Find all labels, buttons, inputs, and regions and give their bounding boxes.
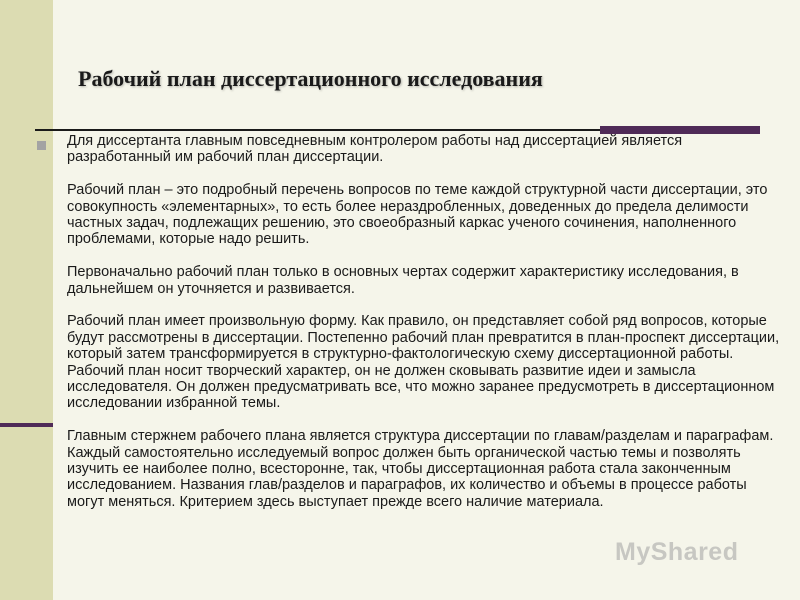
bullet-square-icon (37, 141, 46, 150)
title-underline (35, 129, 600, 131)
left-band-accent (0, 423, 53, 427)
slide-title: Рабочий план диссертационного исследования (78, 66, 543, 91)
paragraph-3: Первоначально рабочий план только в основных чертах содержит характеристику исследования, в дальнейшем он уточняется и развивается. (67, 264, 739, 297)
watermark-logo: MyShared (615, 538, 739, 566)
body-text (67, 133, 782, 510)
left-decorative-band (0, 0, 53, 600)
paragraph-2: Рабочий план – это подробный перечень вопросов по теме каждой структурной части диссертации, это совокупность «элементарных», то есть более нераздробленных, доведенных до предела делимости частных задач, подлежащих решению, это своеобразный каркас ученого сочинения, наполненного проблемами, которые надо решить. (67, 182, 768, 248)
paragraph-4: Рабочий план имеет произвольную форму. Как правило, он представляет собой ряд вопросов, которые будут рассмотрены в диссертации. Постепенно рабочий план превратится в план-проспект диссертации, который затем трансформируется в структурно-фактологическую схему диссертационной работы. Рабочий план носит творческий характер, он не должен сковывать развитие идеи и замысла исследователя. Он должен предусматривать все, что можно заранее предусмотреть в диссертационном исследовании избранной темы. (67, 313, 780, 412)
paragraph-5: Главным стержнем рабочего плана является структура диссертации по главам/разделам и параграфам. Каждый самостоятельно исследуемый вопрос должен быть органической частью темы и позволять изучить ее наиболее полно, всесторонне, так, чтобы диссертационная работа стала законченным исследованием. Названия глав/разделов и параграфов, их количество и объемы в процессе работы могут меняться. Критерием здесь выступает прежде всего наличие материала. (67, 428, 774, 510)
paragraph-1: Для диссертанта главным повседневным контролером работы над диссертацией является разработанный им рабочий план диссертации. (67, 133, 683, 166)
